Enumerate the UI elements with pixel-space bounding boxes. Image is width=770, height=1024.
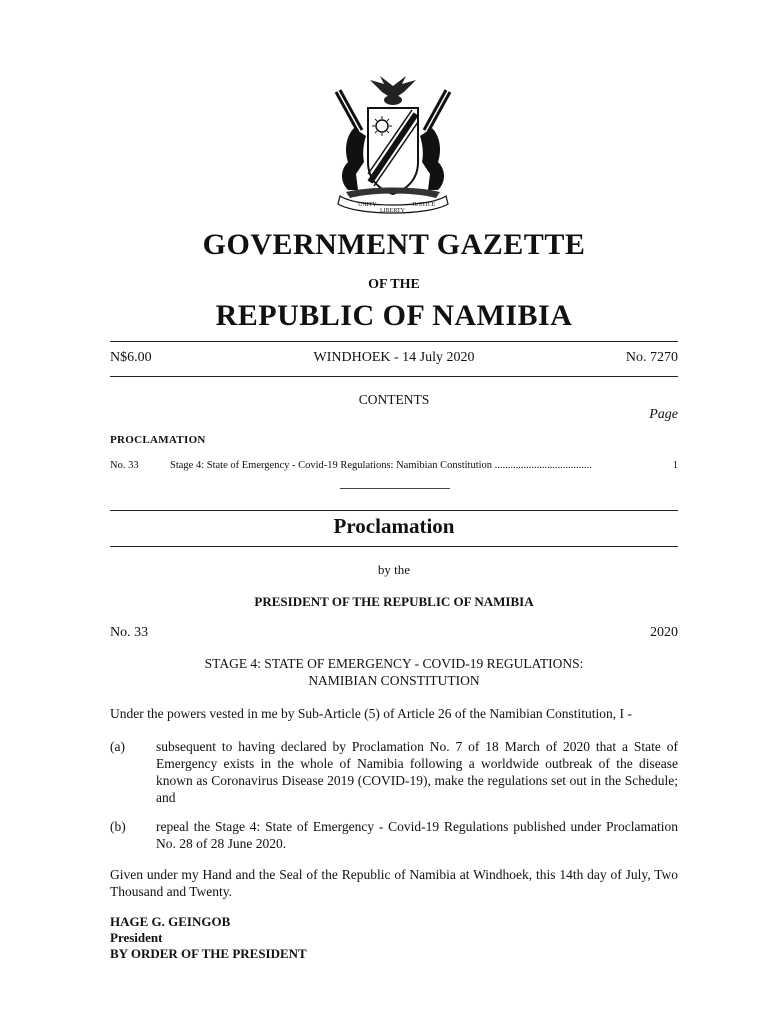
svg-text:LIBERTY: LIBERTY: [380, 208, 405, 214]
item-a-label: (a): [110, 739, 125, 754]
gazette-dateline: WINDHOEK - 14 July 2020: [313, 350, 475, 365]
contents-heading: CONTENTS: [358, 392, 430, 407]
given-under-hand: Given under my Hand and the Seal of the Republic of Namibia at Windhoek, this 14th day of July, Two Thousand and Twenty.: [110, 867, 678, 899]
signatory-title: President: [110, 930, 163, 945]
proclamation-intro: Under the powers vested in me by Sub-Article (5) of Article 26 of the Namibian Constitution, I -: [110, 706, 632, 721]
proclamation-top-rule: [110, 510, 678, 511]
gazette-issue-number: No. 7270: [625, 350, 678, 365]
proclamation-title-line-2: NAMIBIAN CONSTITUTION: [308, 673, 480, 688]
gazette-price: N$6.00: [110, 350, 152, 365]
namibia-coat-of-arms-icon: [318, 62, 468, 220]
item-b-label: (b): [110, 819, 126, 834]
of-the-line: OF THE: [368, 277, 420, 292]
contents-page-label: Page: [649, 407, 678, 422]
item-b-text: repeal the Stage 4: State of Emergency - Covid-19 Regulations published under Proclamation No. 28 of 28 June 2020.: [156, 819, 678, 851]
proclamation-heading: Proclamation: [333, 514, 455, 538]
proclamation-title-line-1: STAGE 4: STATE OF EMERGENCY - COVID-19 REGULATIONS:: [204, 656, 584, 671]
contents-divider: [340, 488, 450, 489]
proclamation-year: 2020: [650, 625, 678, 640]
toc-entry-page: 1: [672, 460, 678, 471]
header-top-rule: [110, 341, 678, 342]
item-a-text: subsequent to having declared by Proclamation No. 7 of 18 March of 2020 that a State of Emergency exists in the whole of Namibia following a worldwide outbreak of the disease known as Coronavirus Disease 2019 (COVID-19), make the regulations set out in the Schedule; and: [156, 739, 678, 805]
toc-entry-title[interactable]: Stage 4: State of Emergency - Covid-19 Regulations: Namibian Constitution .....................................: [170, 460, 592, 471]
gazette-title: GOVERNMENT GAZETTE: [202, 228, 586, 261]
svg-text:UNITY: UNITY: [358, 202, 377, 208]
proclamation-by-the: by the: [377, 562, 411, 577]
by-order-line: BY ORDER OF THE PRESIDENT: [110, 946, 307, 961]
republic-title: REPUBLIC OF NAMIBIA: [215, 299, 573, 332]
signatory-name: HAGE G. GEINGOB: [110, 914, 231, 929]
svg-text:JUSTICE: JUSTICE: [412, 202, 436, 208]
toc-entry-number: No. 33: [110, 460, 139, 471]
proclamation-bottom-rule: [110, 546, 678, 547]
proclamation-issuer: PRESIDENT OF THE REPUBLIC OF NAMIBIA: [254, 594, 534, 609]
proclamation-number: No. 33: [110, 625, 149, 640]
header-bottom-rule: [110, 376, 678, 377]
contents-section-label: PROCLAMATION: [110, 434, 206, 446]
